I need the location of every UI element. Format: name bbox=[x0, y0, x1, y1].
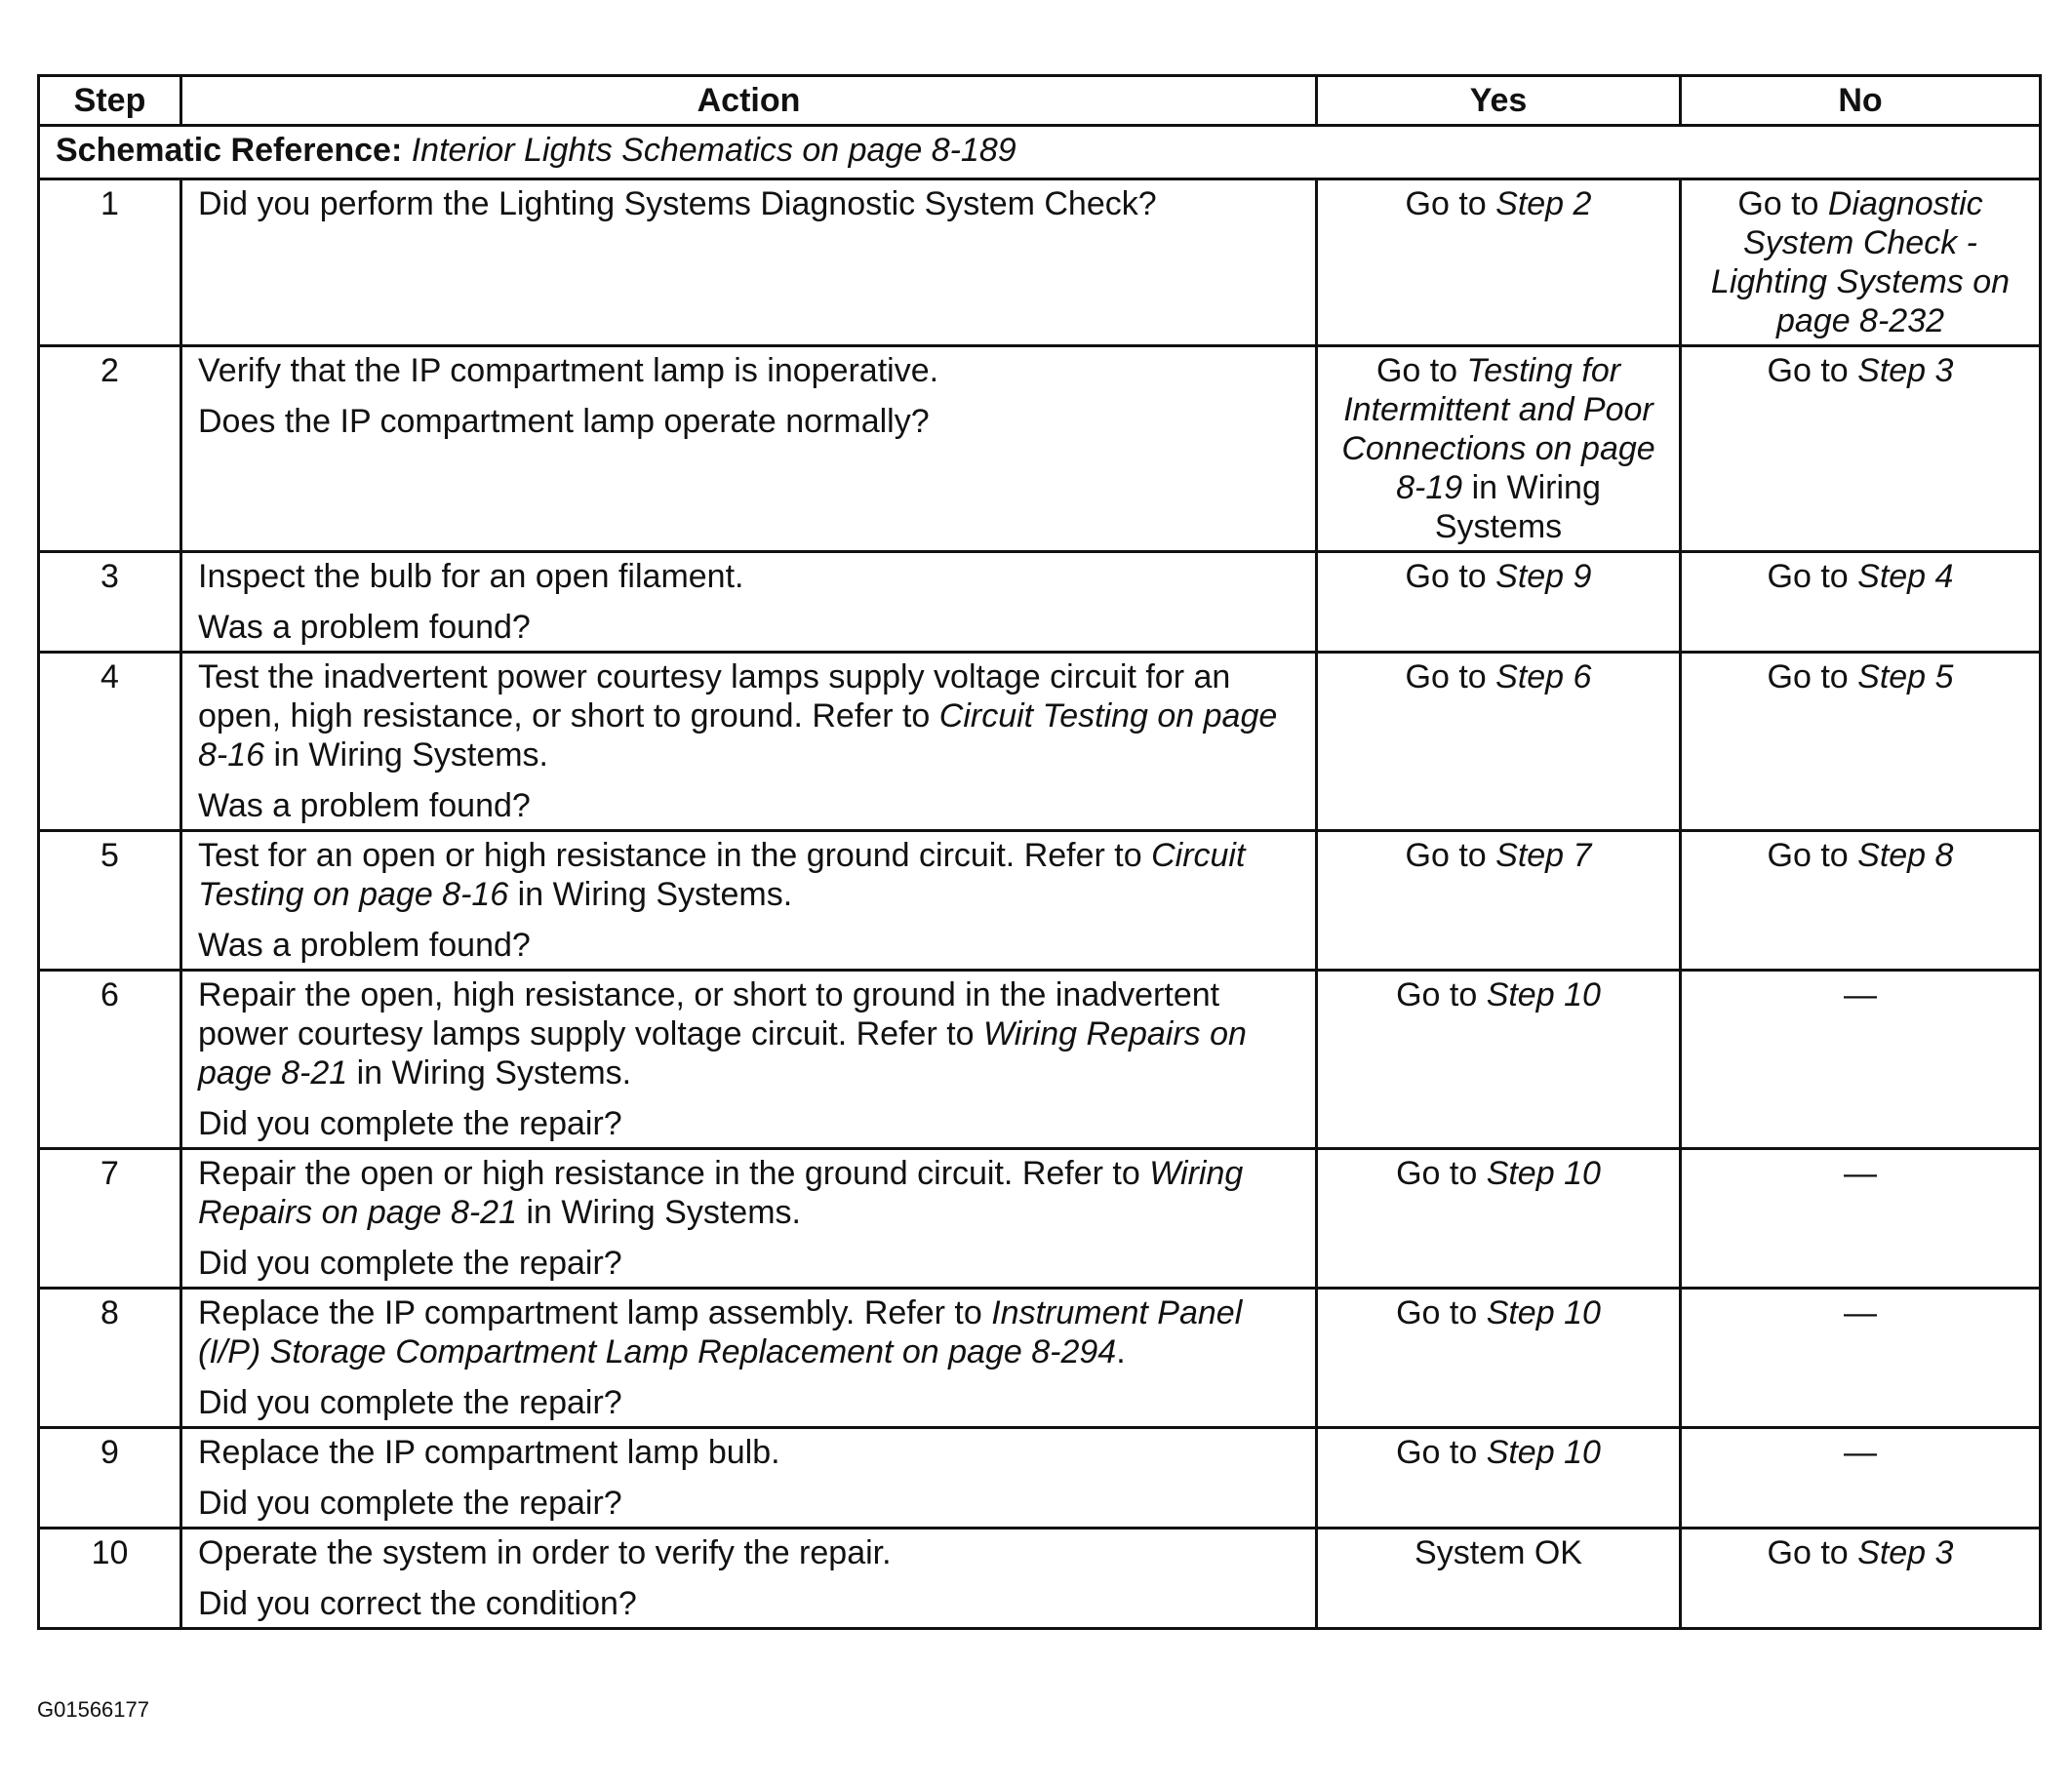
no-link[interactable]: Step 5 bbox=[1857, 658, 1954, 695]
no-link[interactable]: Step 3 bbox=[1857, 352, 1954, 389]
yes-link[interactable]: Testing for Intermittent and Poor Connections on page 8-19 bbox=[1341, 352, 1655, 506]
no-cell-dash: — bbox=[1681, 971, 2041, 1149]
action-link[interactable]: Circuit Testing on page 8-16 bbox=[198, 697, 1278, 774]
no-link[interactable]: Step 3 bbox=[1857, 1534, 1954, 1571]
table-row bbox=[39, 179, 2041, 346]
action-question: Did you correct the condition? bbox=[198, 1585, 637, 1622]
yes-suffix: in Wiring Systems bbox=[1434, 469, 1601, 545]
action-lead: Replace the IP compartment lamp assembly. Refer to bbox=[198, 1294, 992, 1331]
yes-prefix: Go to bbox=[1396, 1155, 1487, 1192]
header-no: No bbox=[1681, 76, 2041, 126]
yes-link[interactable]: Step 10 bbox=[1486, 976, 1601, 1013]
action-text bbox=[198, 975, 1299, 1092]
no-cell-dash: — bbox=[1681, 1289, 2041, 1428]
action-cell bbox=[181, 1529, 1317, 1629]
action-link[interactable]: Circuit Testing on page 8-16 bbox=[198, 837, 1246, 913]
yes-cell bbox=[1317, 552, 1681, 653]
yes-cell bbox=[1317, 1289, 1681, 1428]
yes-cell bbox=[1317, 653, 1681, 831]
header-row bbox=[39, 76, 2041, 126]
table-row bbox=[39, 831, 2041, 971]
action-text: Operate the system in order to verify the repair. bbox=[198, 1534, 892, 1571]
step-number: 6 bbox=[39, 971, 181, 1149]
yes-cell bbox=[1317, 1149, 1681, 1289]
no-cell bbox=[1681, 552, 2041, 653]
yes-link[interactable]: Step 9 bbox=[1495, 558, 1592, 595]
action-suffix: in Wiring Systems. bbox=[517, 1194, 801, 1231]
table-row bbox=[39, 552, 2041, 653]
schematic-reference bbox=[39, 126, 2041, 179]
header-step: Step bbox=[39, 76, 181, 126]
yes-link[interactable]: Step 6 bbox=[1495, 658, 1592, 695]
action-lead: Test for an open or high resistance in the ground circuit. Refer to bbox=[198, 837, 1152, 874]
yes-prefix: Go to bbox=[1405, 558, 1496, 595]
yes-link[interactable]: Step 7 bbox=[1495, 837, 1592, 874]
table-row bbox=[39, 346, 2041, 552]
action-cell bbox=[181, 179, 1317, 346]
step-number: 10 bbox=[39, 1529, 181, 1629]
table-row bbox=[39, 1149, 2041, 1289]
yes-link[interactable]: Step 10 bbox=[1486, 1434, 1601, 1471]
no-cell bbox=[1681, 653, 2041, 831]
action-link[interactable]: Instrument Panel (I/P) Storage Compartment Lamp Replacement on page 8-294 bbox=[198, 1294, 1243, 1370]
action-question: Did you complete the repair? bbox=[198, 1485, 622, 1522]
action-text bbox=[198, 1293, 1299, 1371]
table-row bbox=[39, 1289, 2041, 1428]
yes-cell bbox=[1317, 971, 1681, 1149]
no-cell-dash: — bbox=[1681, 1428, 2041, 1529]
schematic-reference-link[interactable]: Interior Lights Schematics on page 8-189 bbox=[411, 132, 1016, 169]
action-link[interactable]: Wiring Repairs on page 8-21 bbox=[198, 1015, 1247, 1092]
schematic-reference-row bbox=[39, 126, 2041, 179]
table-row bbox=[39, 1529, 2041, 1629]
action-cell bbox=[181, 831, 1317, 971]
yes-cell bbox=[1317, 1428, 1681, 1529]
no-prefix: Go to bbox=[1767, 1534, 1858, 1571]
no-cell-dash: — bbox=[1681, 1149, 2041, 1289]
step-number: 2 bbox=[39, 346, 181, 552]
diagnostic-page bbox=[37, 74, 2039, 1630]
action-cell bbox=[181, 1289, 1317, 1428]
action-lead: Repair the open, high resistance, or short to ground in the inadvertent power courtesy lamps supply voltage circuit. Refer to bbox=[198, 976, 1220, 1052]
step-number: 1 bbox=[39, 179, 181, 346]
yes-prefix: Go to bbox=[1396, 1294, 1487, 1331]
yes-cell bbox=[1317, 179, 1681, 346]
action-text: Verify that the IP compartment lamp is inoperative. bbox=[198, 352, 939, 389]
no-link[interactable]: Step 8 bbox=[1857, 837, 1954, 874]
yes-link[interactable]: Step 10 bbox=[1486, 1155, 1601, 1192]
action-question: Was a problem found? bbox=[198, 927, 531, 964]
table-row bbox=[39, 971, 2041, 1149]
table-row bbox=[39, 1428, 2041, 1529]
action-suffix: in Wiring Systems. bbox=[347, 1054, 632, 1092]
action-cell bbox=[181, 971, 1317, 1149]
no-prefix: Go to bbox=[1767, 837, 1858, 874]
action-cell bbox=[181, 552, 1317, 653]
no-cell bbox=[1681, 346, 2041, 552]
yes-link[interactable]: Step 10 bbox=[1486, 1294, 1601, 1331]
header-action: Action bbox=[181, 76, 1317, 126]
action-lead: Repair the open or high resistance in the ground circuit. Refer to bbox=[198, 1155, 1150, 1192]
action-cell bbox=[181, 653, 1317, 831]
step-number: 3 bbox=[39, 552, 181, 653]
action-text: Replace the IP compartment lamp bulb. bbox=[198, 1434, 780, 1471]
header-yes: Yes bbox=[1317, 76, 1681, 126]
action-text bbox=[198, 836, 1299, 914]
action-question: Was a problem found? bbox=[198, 609, 531, 646]
yes-prefix: Go to bbox=[1405, 658, 1496, 695]
schematic-reference-label: Schematic Reference: bbox=[56, 132, 403, 169]
no-prefix: Go to bbox=[1767, 658, 1858, 695]
no-cell bbox=[1681, 179, 2041, 346]
action-suffix: in Wiring Systems. bbox=[264, 736, 549, 774]
action-question: Did you complete the repair? bbox=[198, 1245, 622, 1282]
step-number: 4 bbox=[39, 653, 181, 831]
no-link[interactable]: Step 4 bbox=[1857, 558, 1954, 595]
no-prefix: Go to bbox=[1767, 558, 1858, 595]
action-text bbox=[198, 1154, 1299, 1232]
action-text: Inspect the bulb for an open filament. bbox=[198, 558, 744, 595]
step-number: 9 bbox=[39, 1428, 181, 1529]
action-cell bbox=[181, 1428, 1317, 1529]
step-number: 8 bbox=[39, 1289, 181, 1428]
action-link[interactable]: Wiring Repairs on page 8-21 bbox=[198, 1155, 1244, 1231]
action-question: Did you complete the repair? bbox=[198, 1105, 622, 1142]
action-cell bbox=[181, 346, 1317, 552]
action-question: Does the IP compartment lamp operate normally? bbox=[198, 403, 930, 440]
no-cell bbox=[1681, 1529, 2041, 1629]
yes-link[interactable]: Step 2 bbox=[1495, 185, 1592, 222]
action-suffix: . bbox=[1116, 1333, 1126, 1370]
yes-cell bbox=[1317, 831, 1681, 971]
yes-prefix: Go to bbox=[1396, 976, 1487, 1013]
diagnostic-table bbox=[37, 74, 2042, 1630]
yes-prefix: Go to bbox=[1396, 1434, 1487, 1471]
yes-prefix: Go to bbox=[1405, 837, 1496, 874]
action-cell bbox=[181, 1149, 1317, 1289]
action-lead: Test the inadvertent power courtesy lamps supply voltage circuit for an open, high resistance, or short to ground. Refer to bbox=[198, 658, 1231, 735]
action-question: Was a problem found? bbox=[198, 787, 531, 824]
table-row bbox=[39, 653, 2041, 831]
no-prefix: Go to bbox=[1767, 352, 1858, 389]
yes-prefix: Go to bbox=[1405, 185, 1496, 222]
no-cell bbox=[1681, 831, 2041, 971]
no-link[interactable]: Diagnostic System Check - Lighting Systems on page 8-232 bbox=[1710, 185, 2011, 339]
figure-id: G01566177 bbox=[37, 1697, 149, 1722]
step-number: 5 bbox=[39, 831, 181, 971]
yes-cell: System OK bbox=[1317, 1529, 1681, 1629]
step-number: 7 bbox=[39, 1149, 181, 1289]
action-suffix: in Wiring Systems. bbox=[508, 876, 793, 913]
yes-prefix: Go to bbox=[1375, 352, 1467, 389]
no-prefix: Go to bbox=[1737, 185, 1828, 222]
action-question: Did you complete the repair? bbox=[198, 1384, 622, 1421]
yes-cell bbox=[1317, 346, 1681, 552]
action-text: Did you perform the Lighting Systems Diagnostic System Check? bbox=[198, 185, 1157, 222]
action-text bbox=[198, 657, 1299, 774]
